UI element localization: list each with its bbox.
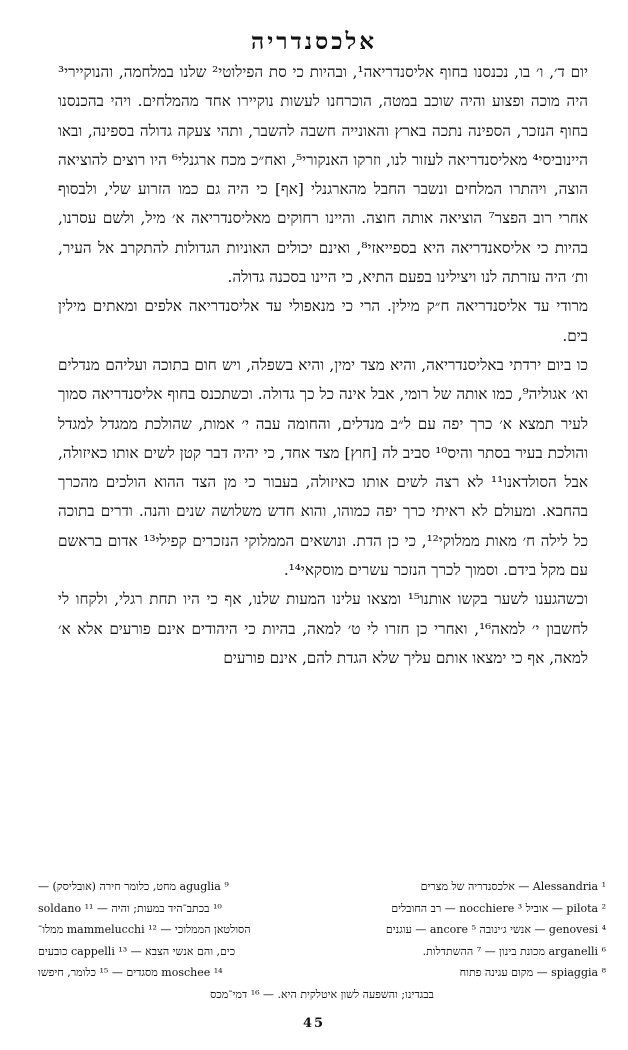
body-text	[58, 58, 588, 673]
paragraph: יום ד׳, ו׳ בו, נכנסנו בחוף אליסנדריאה¹, ובהיות כי סת הפילוטי² שלנו במלחמה, והנוקיירי³ היה מוכה ופצוע והיה שוכב במטה, הוכרחנו לעשות נוקיירו אחד מהמלחים. ויהי בהכנסנו בחוף הנזכר, הספינה נתכה בארץ והאונייה חשבה להשבר, ותהי צעקה גדולה בספינה, ובאו היינוביסי⁴ מאליסנדריאה לעזור לנו, וזרקו האנקורי⁵, ואח״כ מכח ארגנלי⁶ היו רוצים להוציאה הוצה, ויהתרו המלחים ונשבר החבל מהארגנלי [אף] כי היה גם כמו הזרוע שלי, ולבסוף אחרי רוב הפצר⁷ הוציאה אותה חוצה. והיינו רחוקים מאליסנדריאה א׳ מיל, ולשם עסרנו, בהיות כי אליסאנדריאה היא בספייאזי⁸, ואינם יכולים האוניות הגדולות להתקרב אל העיר, ות׳ היה עזרתה לנו ויצילינו בפעם התיא, כי היינו בסכנה גדולה.	[58, 63, 588, 287]
footnotes	[38, 876, 606, 1005]
footnote: הסולטאן הממלוכי — ¹² mammelucchi ממלו־	[38, 923, 251, 936]
page-title: אלכסנדריה	[251, 28, 377, 55]
footnote: ¹⁴ moschee מסגדים — ¹⁵ כלומר, חיפשו	[38, 966, 223, 979]
paragraph: מרודי עד אליסנדריאה ח״ק מילין. הרי כי מנאפולי עד אליסנדריאה אלפים ומאתים מילין בים.	[58, 297, 588, 345]
paragraph: וכשהגענו לשער בקשו אותנו¹⁵ ומצאו עלינו המעות שלנו, אף כי היו תחת רגלי, ולקחו לי לחשבון י׳ למאה¹⁶, ואחרי כן חזרו לי ט׳ למאה, בהיות כי היהודים אינם פורעים אלא א׳ למאה, אף כי ימצאו אותם עליך שלא הגדת להם, אינם פורעים	[58, 590, 588, 667]
footnote-row	[38, 941, 606, 963]
footnote: כים, והם אנשי הצבא — ¹³ cappelli כובעים	[38, 944, 236, 958]
footnote: ⁶ arganelli מכונת בינון — ⁷ ההשתדלות.	[422, 944, 606, 958]
footnote: ⁹ aguglia מחט, כלומר חירה (אובליסק) —	[38, 880, 229, 893]
footnote: ¹⁰ בכתב־היד במעות; והיה — ¹¹ soldano	[38, 901, 222, 915]
footnote: ² pilota — אוביל ³ nocchiere — רב החובלים	[391, 901, 606, 915]
footnote-last: בבגדינו; והשפעה לשון איטלקית היא. — ¹⁶ דמי־מכס	[210, 987, 434, 1001]
paragraph: כו ביום ירדתי באליסנדריאה, והיא מצד ימין, והיא בשפלה, ויש חום בתוכה ועליהם מנדלים וא׳ אגוליה⁹, כמו אותה של רומי, אבל אינה כל כך גדולה. וכשתכנס בחוף אליסנדריאה סמוך לעיר תמצא א׳ כרך יפה עם ל״ב מנדלים, והחומה עבה י׳ אמות, שהולכת ממגדל למגדל והולכת בעיר בסתר והיס¹⁰ סביב לה [חוץ] מצד אחד, כי יהיה דבר קטן לשים אותו כאיזולה, אבל הסולדאנו¹¹ לא רצה לשים אותו כאיזולה, בעבור כי מן הצד ההוא הולכים מהכרך בהחבא. ומעולם לא ראיתי כרך יפה כמוהו, והוא חדש משלושה שנים והנה. ודרים בתוכה כל לילה ח׳ מאות ממלוקי¹², כי כן הדת. ונושאים הממלוקי הנזכרים קפילי¹³ אדום בראשם עם מקל בידם. וסמוך לכרך הנזכר עשרים מוסקאי¹⁴.	[58, 355, 589, 580]
footnote-row	[38, 876, 606, 898]
footnote-row	[38, 898, 606, 920]
footnote: ⁴ genovesi — אנשי ג׳ינובה ⁵ ancore — עוגנים	[385, 923, 606, 936]
footnote: ¹ Alessandria — אלכסנדריה של מצרים	[420, 880, 606, 893]
page-number: 45	[302, 1016, 326, 1031]
footnote: ⁸ spiaggia — מקום עגינה פתוח	[459, 966, 606, 979]
footnote-row	[38, 962, 606, 984]
footnote-row	[38, 919, 606, 941]
